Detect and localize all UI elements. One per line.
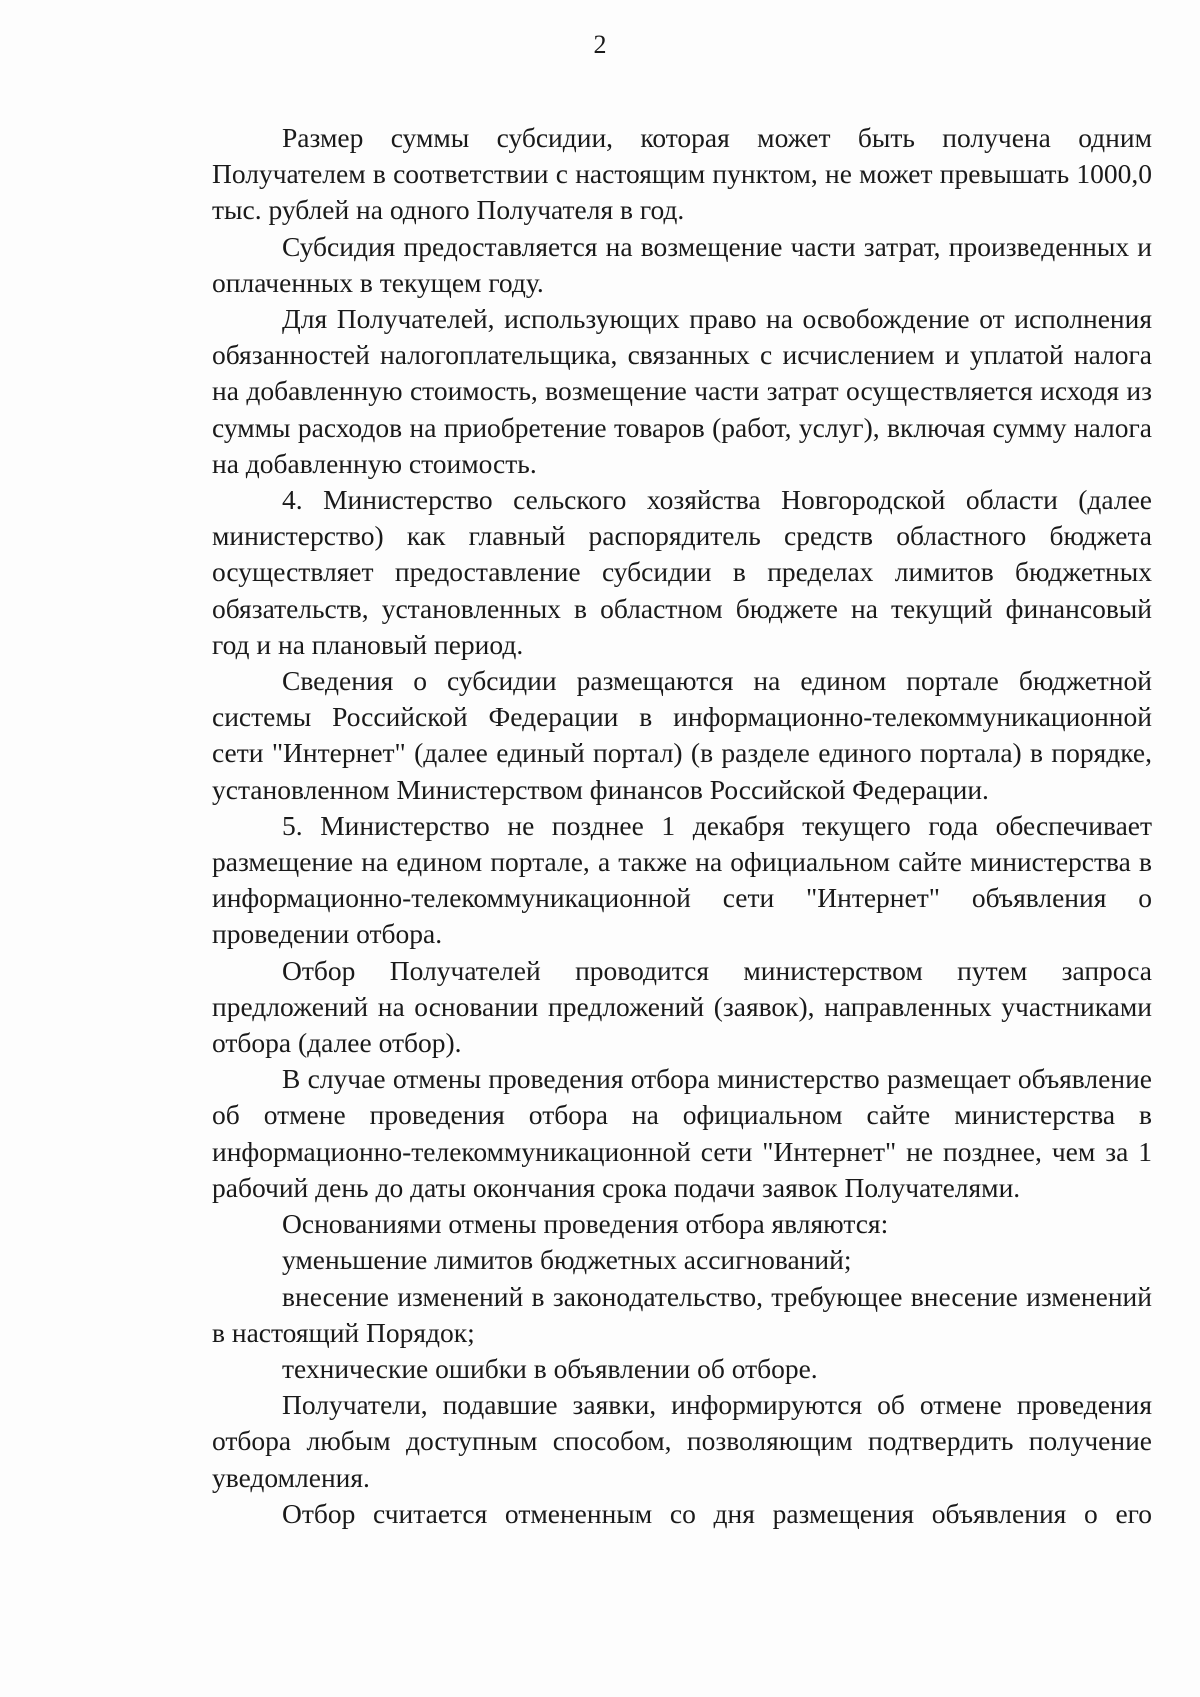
- paragraph: Получатели, подавшие заявки, информируются об отмене проведения отбора любым доступным способом, позволяющим подтвердить получение уведомления.: [212, 1389, 1152, 1493]
- paragraph: Субсидия предоставляется на возмещение части затрат, произведенных и оплаченных в текущем году.: [212, 230, 1152, 298]
- paragraph: В случае отмены проведения отбора министерство размещает объявление об отмене проведения отбора на официальном сайте министерства в информационно-телекоммуникационной сети "Интернет" не позднее, чем за 1 рабочий день до даты окончания срока подачи заявок Получателями.: [212, 1063, 1152, 1203]
- paragraph: Отбор считается отмененным со дня размещения объявления о его: [282, 1497, 1152, 1529]
- paragraph: Сведения о субсидии размещаются на едином портале бюджетной системы Российской Федерации в информационно-телекоммуникационной сети "Интернет" (далее единый портал) (в разделе единого портала) в порядке, установленном Министерством финансов Российской Федерации.: [212, 665, 1152, 805]
- page-number: 2: [593, 30, 607, 59]
- paragraph: технические ошибки в объявлении об отборе.: [282, 1352, 818, 1384]
- paragraph: Отбор Получателей проводится министерством путем запроса предложений на основании предложений (заявок), направленных участниками отбора (далее отбор).: [212, 954, 1152, 1059]
- paragraph: уменьшение лимитов бюджетных ассигнований;: [282, 1244, 852, 1276]
- paragraph: внесение изменений в законодательство, требующее внесение изменений в настоящий Порядок;: [212, 1280, 1152, 1348]
- paragraph: Для Получателей, использующих право на освобождение от исполнения обязанностей налогоплательщика, связанных с исчислением и уплатой налога на добавленную стоимость, возмещение части затрат осуществляется исходя из суммы расходов на приобретение товаров (работ, услуг), включая сумму налога на добавленную стоимость.: [212, 303, 1152, 479]
- paragraph: Основаниями отмены проведения отбора являются:: [282, 1208, 889, 1240]
- paragraph: 4. Министерство сельского хозяйства Новгородской области (далее министерство) как главный распорядитель средств областного бюджета осуществляет предоставление субсидии в пределах лимитов бюджетных обязательств, установленных в областном бюджете на текущий финансовый год и на плановый период.: [212, 484, 1152, 660]
- document-body: [212, 120, 1152, 1532]
- paragraph: 5. Министерство не позднее 1 декабря текущего года обеспечивает размещение на едином портале, а также на официальном сайте министерства в информационно-телекоммуникационной сети "Интернет" объявления о проведении отбора.: [212, 809, 1152, 950]
- paragraph: Размер суммы субсидии, которая может быть получена одним Получателем в соответствии с настоящим пунктом, не может превышать 1000,0 тыс. рублей на одного Получателя в год.: [212, 122, 1152, 226]
